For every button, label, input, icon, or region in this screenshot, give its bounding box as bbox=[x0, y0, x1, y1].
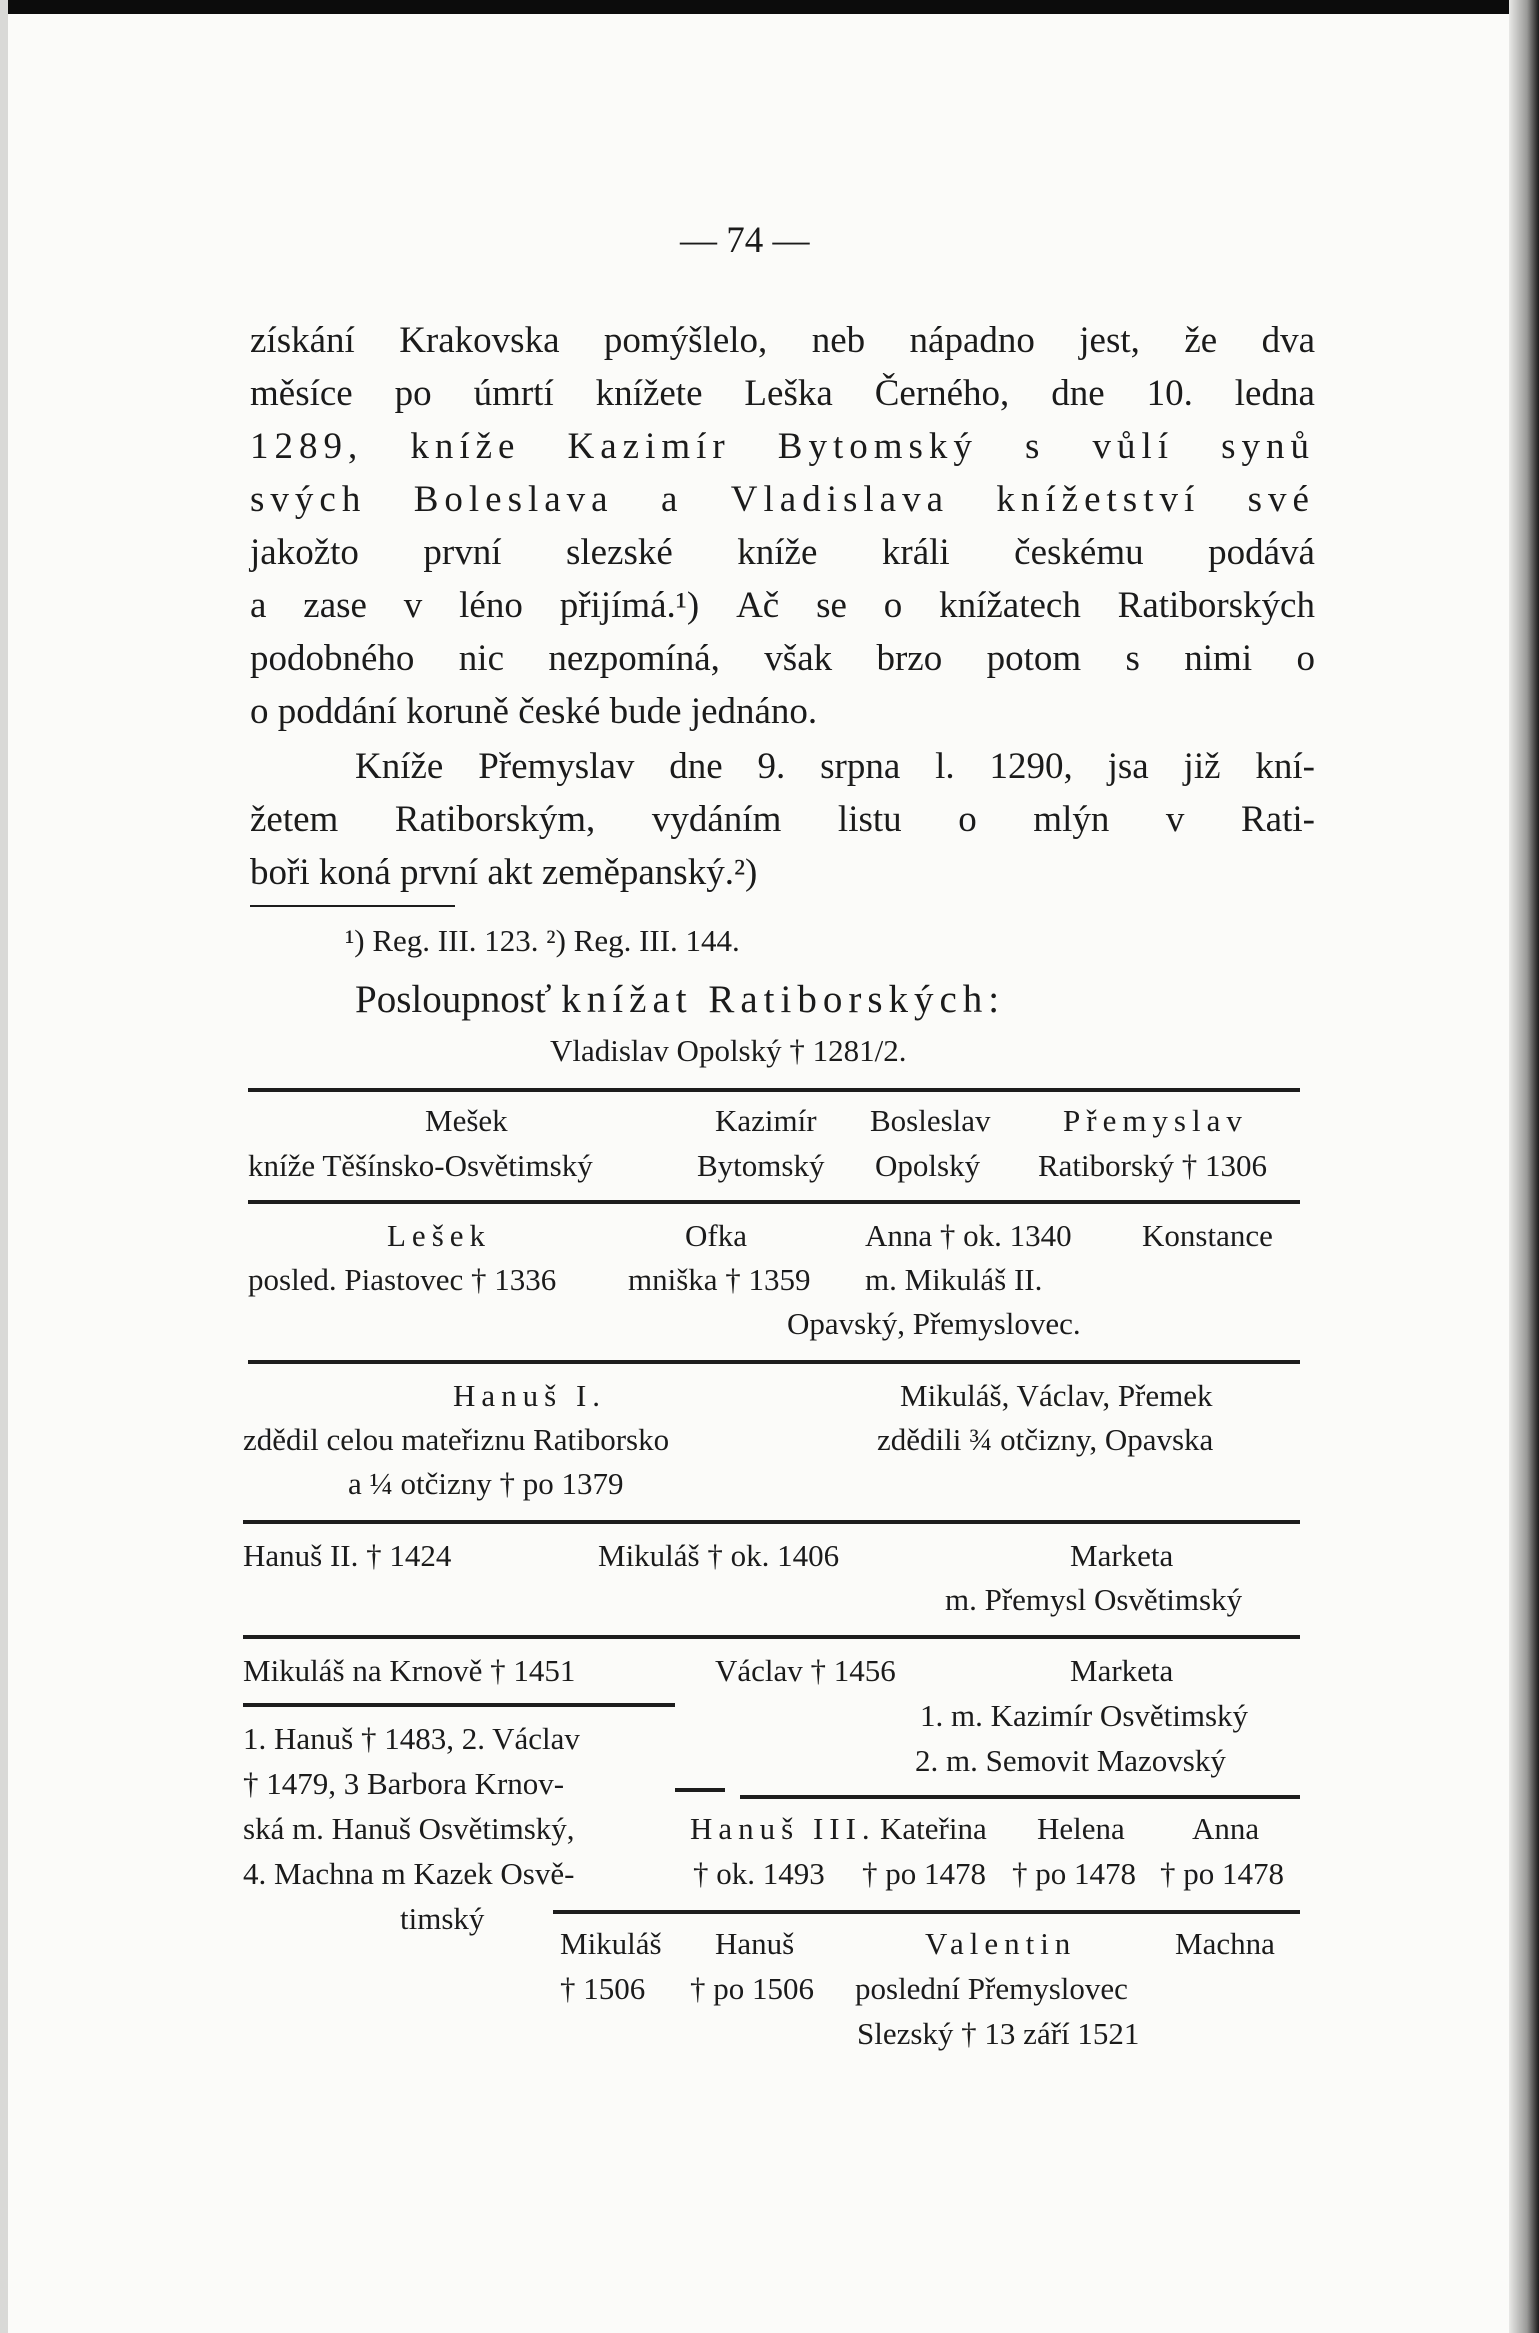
g6-a2: † ok. 1493 bbox=[693, 1856, 825, 1891]
g6-a1: Hanuš III. bbox=[690, 1811, 876, 1846]
word: nápadno bbox=[909, 320, 1035, 361]
body-line bbox=[250, 534, 1315, 571]
scan-edge-right bbox=[1509, 0, 1539, 2333]
word: kníže bbox=[737, 532, 818, 573]
word: jest, bbox=[1079, 320, 1140, 361]
g4-c1: Marketa bbox=[1070, 1538, 1174, 1573]
rule-g6-left-tail bbox=[675, 1788, 725, 1792]
g2-a1: Lešek bbox=[387, 1218, 492, 1253]
word: nimi bbox=[1184, 638, 1253, 679]
g3-b1: Mikuláš, Václav, Přemek bbox=[900, 1378, 1213, 1413]
g5-a: Mikuláš na Krnově † 1451 bbox=[243, 1653, 576, 1688]
genealogy-title-plain: Posloupnosť bbox=[355, 978, 552, 1021]
body-line bbox=[250, 640, 1315, 677]
word: s bbox=[1125, 638, 1140, 679]
word: 1290, bbox=[989, 746, 1073, 787]
word: pomýšlelo, bbox=[603, 320, 768, 361]
g5-c1: Marketa bbox=[1070, 1653, 1174, 1688]
g6-d1: Anna bbox=[1192, 1811, 1260, 1846]
rule-g6-left bbox=[243, 1703, 675, 1707]
word: vydáním bbox=[651, 799, 782, 840]
g7-a1: Mikuláš bbox=[560, 1926, 662, 1961]
rule-g5 bbox=[243, 1635, 1300, 1639]
g1-c1: Bosleslav bbox=[870, 1103, 991, 1138]
word: králi bbox=[881, 532, 950, 573]
word: přijímá.¹) bbox=[559, 585, 700, 626]
word: brzo bbox=[876, 638, 943, 679]
body-line bbox=[250, 587, 1315, 624]
g6-left-line: ská m. Hanuš Osvětimský, bbox=[243, 1811, 575, 1846]
g5-c3: 2. m. Semovit Mazovský bbox=[915, 1743, 1226, 1778]
word: boři koná první akt zeměpanský.²) bbox=[250, 852, 758, 893]
g6-left-line: 4. Machna m Kazek Osvě- bbox=[243, 1856, 575, 1891]
word: podává bbox=[1208, 532, 1315, 573]
rule-g2 bbox=[248, 1200, 1300, 1204]
word: své bbox=[1247, 479, 1315, 520]
word: již bbox=[1183, 746, 1221, 787]
word: podobného bbox=[250, 638, 415, 679]
g6-d2: † po 1478 bbox=[1160, 1856, 1284, 1891]
body-line bbox=[250, 801, 1315, 838]
word: a bbox=[250, 585, 267, 626]
g7-c2: poslední Přemyslovec bbox=[855, 1971, 1128, 2006]
word: dva bbox=[1261, 320, 1315, 361]
rule-g1 bbox=[248, 1088, 1300, 1092]
word: českému bbox=[1014, 532, 1144, 573]
g7-c1: Valentin bbox=[925, 1926, 1077, 1961]
word: synů bbox=[1221, 426, 1315, 467]
word: se bbox=[816, 585, 847, 626]
g2-c1b: Konstance bbox=[1142, 1218, 1273, 1253]
word: žetem bbox=[250, 799, 339, 840]
g7-b2: † po 1506 bbox=[690, 1971, 814, 2006]
word: 9. bbox=[757, 746, 786, 787]
rule-g7 bbox=[553, 1910, 1300, 1914]
genealogy-title-spaced: knížat Ratiborských: bbox=[561, 978, 1006, 1021]
word: že bbox=[1184, 320, 1218, 361]
g6-b1: Kateřina bbox=[880, 1811, 987, 1846]
rule-g4 bbox=[243, 1520, 1300, 1524]
word: 10. bbox=[1146, 373, 1193, 414]
word: Bytomský bbox=[777, 426, 978, 467]
g6-left-line: timský bbox=[400, 1901, 485, 1936]
scan-edge-left bbox=[0, 0, 8, 2333]
word: Ratiborským, bbox=[394, 799, 596, 840]
word: knížatech bbox=[939, 585, 1081, 626]
genealogy-title bbox=[355, 980, 1005, 1019]
word: Kazimír bbox=[567, 426, 731, 467]
g6-b2: † po 1478 bbox=[862, 1856, 986, 1891]
word: Černého, bbox=[874, 373, 1010, 414]
word: Vladislava bbox=[730, 479, 950, 520]
word: v bbox=[403, 585, 423, 626]
word: v bbox=[1165, 799, 1185, 840]
g1-a1: Mešek bbox=[425, 1103, 508, 1138]
g1-b2: Bytomský bbox=[697, 1148, 825, 1183]
word: listu bbox=[837, 799, 902, 840]
rule-g6 bbox=[740, 1795, 1300, 1799]
word: o poddání koruně české bude jednáno. bbox=[250, 691, 818, 732]
g6-c1: Helena bbox=[1037, 1811, 1125, 1846]
word: l. bbox=[935, 746, 955, 787]
word: dne bbox=[1051, 373, 1105, 414]
g7-d1: Machna bbox=[1175, 1926, 1275, 1961]
word: potom bbox=[986, 638, 1082, 679]
footnote-separator bbox=[250, 905, 455, 907]
g7-c3: Slezský † 13 září 1521 bbox=[857, 2016, 1140, 2051]
word: neb bbox=[811, 320, 866, 361]
g4-a: Hanuš II. † 1424 bbox=[243, 1538, 452, 1573]
body-line bbox=[250, 428, 1315, 465]
footnotes: ¹) Reg. III. 123. ²) Reg. III. 144. bbox=[345, 923, 740, 958]
word: Krakovska bbox=[399, 320, 560, 361]
g2-c3: Opavský, Přemyslovec. bbox=[787, 1306, 1081, 1341]
body-line bbox=[250, 322, 1315, 359]
word: úmrtí bbox=[473, 373, 554, 414]
word: první bbox=[423, 532, 502, 573]
word: Boleslava bbox=[413, 479, 614, 520]
body-line bbox=[250, 481, 1315, 518]
g7-b1: Hanuš bbox=[715, 1926, 795, 1961]
word: knížetství bbox=[996, 479, 1201, 520]
word: Ač bbox=[736, 585, 780, 626]
body-line bbox=[250, 693, 817, 730]
word: nezpomíná, bbox=[548, 638, 720, 679]
g5-b: Václav † 1456 bbox=[715, 1653, 896, 1688]
g6-c2: † po 1478 bbox=[1012, 1856, 1136, 1891]
word: zase bbox=[303, 585, 367, 626]
g5-c2: 1. m. Kazimír Osvětimský bbox=[920, 1698, 1249, 1733]
g2-b2: mniška † 1359 bbox=[628, 1262, 811, 1297]
g1-b1: Kazimír bbox=[715, 1103, 817, 1138]
word: Leška bbox=[744, 373, 833, 414]
g2-a2: posled. Piastovec † 1336 bbox=[248, 1262, 557, 1297]
rule-g3 bbox=[248, 1360, 1300, 1364]
word: srpna bbox=[820, 746, 901, 787]
word: Kníže bbox=[355, 746, 444, 787]
word: o bbox=[883, 585, 903, 626]
word: knížete bbox=[595, 373, 703, 414]
g4-b: Mikuláš † ok. 1406 bbox=[598, 1538, 840, 1573]
page-number: — 74 — bbox=[680, 220, 810, 261]
word: slezské bbox=[565, 532, 673, 573]
scan-edge-top bbox=[0, 0, 1539, 14]
word: kní- bbox=[1255, 746, 1315, 787]
word: 1289, bbox=[250, 426, 364, 467]
word: a bbox=[660, 479, 684, 520]
word: mlýn bbox=[1033, 799, 1110, 840]
g2-c1: Anna † ok. 1340 bbox=[865, 1218, 1072, 1253]
g3-b2: zdědili ¾ otčizny, Opavska bbox=[877, 1422, 1214, 1457]
g6-left-line: 1. Hanuš † 1483, 2. Václav bbox=[243, 1721, 580, 1756]
word: svých bbox=[250, 479, 367, 520]
g2-b1: Ofka bbox=[685, 1218, 747, 1253]
word: o bbox=[958, 799, 977, 840]
word: dne bbox=[669, 746, 723, 787]
g1-d2: Ratiborský † 1306 bbox=[1038, 1148, 1268, 1183]
word: jakožto bbox=[250, 532, 359, 573]
g1-c2: Opolský bbox=[875, 1148, 981, 1183]
word: získání bbox=[250, 320, 355, 361]
g2-c2: m. Mikuláš II. bbox=[865, 1262, 1043, 1297]
body-line bbox=[355, 748, 1315, 785]
word: vůlí bbox=[1092, 426, 1175, 467]
word: s bbox=[1025, 426, 1046, 467]
body-line bbox=[250, 375, 1315, 412]
word: nic bbox=[458, 638, 504, 679]
word: Rati- bbox=[1240, 799, 1315, 840]
g3-a1: Hanuš I. bbox=[453, 1378, 607, 1413]
g3-a3: a ¼ otčizny † po 1379 bbox=[348, 1466, 624, 1501]
g1-a2: kníže Těšínsko-Osvětimský bbox=[248, 1148, 593, 1183]
g6-left-line: † 1479, 3 Barbora Krnov- bbox=[243, 1766, 565, 1801]
g1-d1: Přemyslav bbox=[1063, 1103, 1248, 1138]
word: Přemyslav bbox=[478, 746, 635, 787]
g3-a2: zdědil celou mateřiznu Ratiborsko bbox=[243, 1422, 670, 1457]
word: kníže bbox=[410, 426, 521, 467]
word: jsa bbox=[1107, 746, 1149, 787]
word: však bbox=[764, 638, 833, 679]
g4-c2: m. Přemysl Osvětimský bbox=[945, 1582, 1243, 1617]
word: Ratiborských bbox=[1117, 585, 1315, 626]
g7-a2: † 1506 bbox=[560, 1971, 646, 2006]
body-line bbox=[250, 854, 757, 891]
word: měsíce bbox=[250, 373, 353, 414]
word: ledna bbox=[1234, 373, 1315, 414]
genealogy-root: Vladislav Opolský † 1281/2. bbox=[550, 1033, 907, 1068]
word: po bbox=[394, 373, 432, 414]
word: léno bbox=[459, 585, 523, 626]
word: o bbox=[1296, 638, 1315, 679]
